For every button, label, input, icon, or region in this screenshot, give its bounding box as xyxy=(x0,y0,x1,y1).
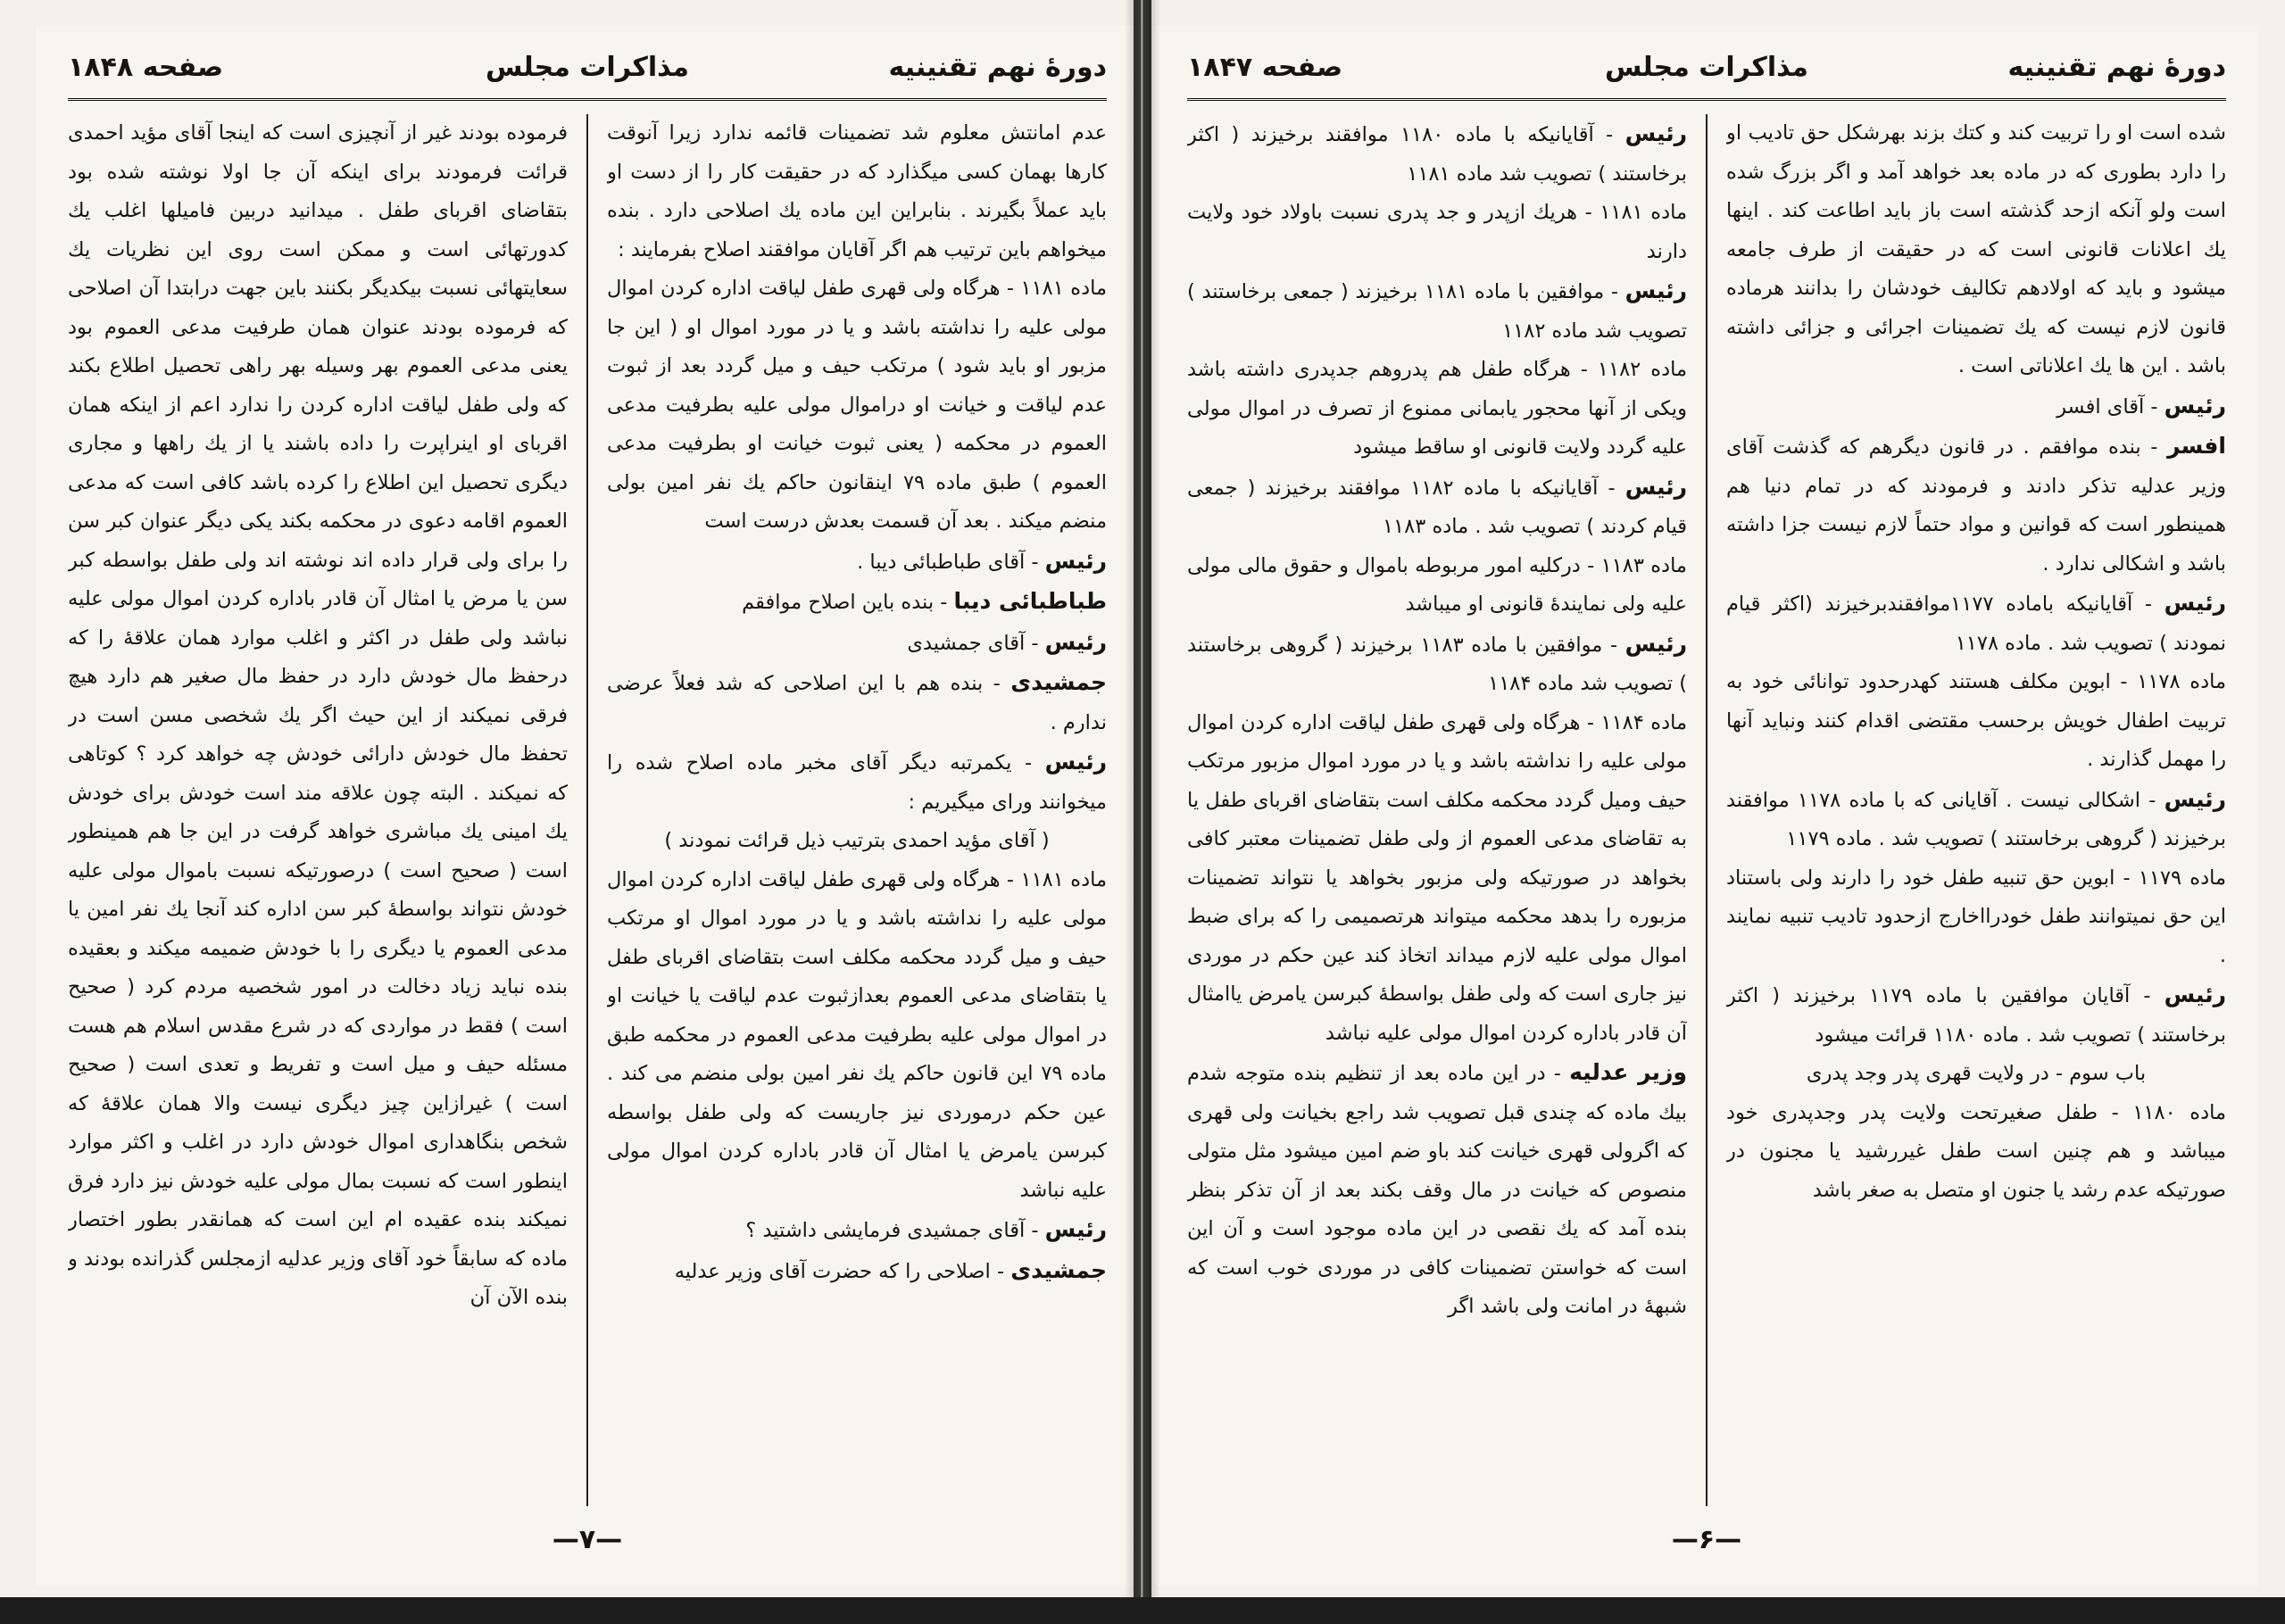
speaker-name: وزیر عدلیه xyxy=(1569,1059,1687,1085)
text-paragraph xyxy=(1187,194,1687,271)
speaker-paragraph xyxy=(607,1210,1107,1251)
paragraph-text: - موافقین با ماده ۱۱۸۱ برخیزند ( جمعی برخاستند ) تصویب شد ماده ۱۱۸۲ xyxy=(1187,280,1687,343)
paragraph-text: - آقای طباطبائی دیبا . xyxy=(857,550,1045,574)
column-divider xyxy=(1706,114,1708,1506)
paragraph-text: - بنده موافقم . در قانون دیگرهم که گذشت آقای وزیر عدلیه تذکر دادند و فرمودند که در تمام دنیا هم همینطور است که قوانین و مواد حتماً لازم نیست جزا داشته باشد و اشکالی ندارد . xyxy=(1726,435,2226,576)
page-right xyxy=(1155,25,2258,1587)
speaker-name: رئیس xyxy=(1624,473,1687,500)
paragraph-text: ماده ۱۱۸۱ - هرگاه ولی قهری طفل لیاقت اداره کردن اموال مولی علیه را نداشته باشد و یا در مورد اموال او مرتکب حیف و میل گردد محکمه مکلف است بتقاضای اقربای طفل یا بتقاضای مدعی العموم بعدازثبوت عدم لیاقت یا خیانت او در اموال مولی علیه بطرفیت مدعی العموم در محکمه طبق ماده ۷۹ این قانون حاکم یك نفر امین بولی منضم می کند . عین حکم درموردی نیز جاریست که ولی طفل بواسطه کبرسن یامرض یا امثال آن قادر باداره کردن اموال مولی علیه نباشد xyxy=(607,867,1107,1202)
text-paragraph xyxy=(1726,114,2226,386)
column-right xyxy=(607,114,1107,1506)
running-title: مذاکرات مجلس xyxy=(485,52,690,83)
speaker-name: رئیس xyxy=(1044,749,1107,775)
page-footer-number: —۶— xyxy=(1671,1524,1742,1555)
speaker-name: رئیس xyxy=(1044,1216,1107,1242)
page-footer-number: —۷— xyxy=(552,1524,623,1555)
paragraph-text: - در این ماده بعد از تنظیم بنده متوجه شدم بیك ماده که چندی قبل تصویب شد راجع بخیانت ولی قهری که اگرولی قهری خیانت کند باو ضم امین میشود مثل متولی منصوص که خیانت در مال وقف بکند بعد از آن تذکر بنظر بنده آمد که یك نقصی در این ماده موجود است و آن این است که خواستن تضمینات کافی در موردی خوب است که شبههٔ در امانت ولی باشد اگر xyxy=(1187,1062,1687,1318)
paragraph-text: ( آقای مؤید احمدی بترتیب ذیل قرائت نمودند ) xyxy=(664,829,1050,852)
text-paragraph xyxy=(1187,704,1687,1054)
speaker-paragraph xyxy=(607,663,1107,742)
text-paragraph xyxy=(1726,1094,2226,1211)
paragraph-text: ماده ۱۱۸۲ - هرگاه طفل هم پدروهم جدپدری داشته باشد ویکی از آنها محجور یابمانی ممنوع از تصرف در اموال مولی علیه گردد ولایت قانونی او ساقط میشود xyxy=(1187,358,1687,459)
page-bottom-edge xyxy=(0,1597,2285,1624)
speaker-name: رئیس xyxy=(1044,628,1107,655)
paragraph-text: عدم امانتش معلوم شد تضمینات قائمه ندارد زیرا آنوقت کارها بهمان کسی میگذارد که در حقیقت کار را از دست او باید عملاً بگیرند . بنابراین این ماده یك اصلاحی دارد . بنده میخواهم باین ترتیب هم اگر آقایان موافقند اصلاح بفرمایند : xyxy=(607,121,1107,261)
speaker-paragraph xyxy=(1187,1053,1687,1327)
paragraph-text: ماده ۱۱۸۴ - هرگاه ولی قهری طفل لیاقت اداره کردن اموال مولی علیه را نداشته باشد و یا در مورد اموال مزبور مرتکب حیف ومیل گردد محکمه مکلف است بتقاضای اقربای طفل یا به تقاضای مدعی العموم از ولی طفل تضمینات معتبر کافی بخواهد در صورتیکه ولی مزبور بخواهد یا نتواند تضمینات مزبوره را بدهد محکمه میتواند هرتصمیمی را که برای ضبط اموال مولی علیه لازم میداند اتخاذ کند عین حکم در موردی نیز جاری است که ولی طفل بواسطهٔ کبرسن یامرض یاامثال آن قادر باداره کردن اموال مولی علیه نباشد xyxy=(1187,710,1687,1045)
speaker-name: رئیس xyxy=(2164,590,2226,616)
speaker-name: رئیس xyxy=(1624,630,1687,657)
book-gutter xyxy=(1134,0,1151,1624)
paragraph-text: - آقای جمشیدی xyxy=(907,631,1045,655)
paragraph-text: ماده ۱۱۷۹ - ابوین حق تنبیه طفل خود را دارند ولی باستناد این حق نمیتوانند طفل خودرااخارج ازحدود تادیب تنبیه نمایند . xyxy=(1726,866,2226,967)
paragraph-text: - بنده هم با این اصلاحی که شد فعلاً عرضی ندارم . xyxy=(607,672,1107,734)
column-right xyxy=(1726,114,2226,1506)
paragraph-text: - موافقین با ماده ۱۱۸۳ برخیزند ( گروهی برخاستند ) تصویب شد ماده ۱۱۸۴ xyxy=(1187,633,1687,695)
speaker-name: افسر xyxy=(2167,433,2226,459)
speaker-name: رئیس xyxy=(2164,392,2226,418)
speaker-paragraph xyxy=(1726,427,2226,584)
column-left xyxy=(68,114,568,1506)
text-paragraph xyxy=(1726,859,2226,976)
speaker-paragraph xyxy=(1726,584,2226,663)
column-divider xyxy=(586,114,588,1506)
speaker-paragraph xyxy=(1187,271,1687,351)
paragraph-text: ماده ۱۱۷۸ - ابوین مکلف هستند کهدرحدود توانائی خود به تربیت اطفال خویش برحسب مقتضی اقدام کنند ونباید آنها را مهمل گذارند . xyxy=(1726,670,2226,771)
paragraph-text: - آقایانیکه باماده ۱۱۷۷موافقندبرخیزند (اکثر قیام نمودند ) تصویب شد . ماده ۱۱۷۸ xyxy=(1726,592,2226,655)
paragraph-text: باب سوم - در ولایت قهری پدر وجد پدری xyxy=(1806,1062,2147,1085)
page-number-label: صفحه ۱۸۴۷ xyxy=(1187,52,1343,83)
speaker-paragraph xyxy=(1726,975,2226,1055)
speaker-paragraph xyxy=(607,582,1107,623)
text-paragraph xyxy=(607,269,1107,542)
page-number-label: صفحه ۱۸۴۸ xyxy=(68,52,224,83)
paragraph-text: شده است او را تربیت کند و کتك بزند بهرشکل حق تادیب او را دارد بطوری که در ماده بعد خواهد آمد و اگر بزرگ شده است ولو آنکه ازحد گذشته است باز باید اطاعت کند . اینها یك اعلانات قانونی است که در حقیقت از طرف جامعه میشود و باید که اولادهم تکالیف خودشان را بدانند هرماده قانون لازم نیست که یك تضمینات اجرائی و جزائی داشته باشد . این ها یك اعلاناتی است . xyxy=(1726,121,2226,377)
paragraph-text: - آقای افسر xyxy=(2056,394,2165,418)
speaker-paragraph xyxy=(607,623,1107,664)
paragraph-text: - آقایان موافقین با ماده ۱۱۷۹ برخیزند ( اکثر برخاستند ) تصویب شد . ماده ۱۱۸۰ قرائت میشود xyxy=(1726,984,2226,1047)
speaker-name: طباطبائی دیبا xyxy=(953,588,1107,614)
volume-label: دورهٔ نهم تقنینیه xyxy=(2007,52,2226,83)
paragraph-text: - آقای جمشیدی فرمایشی داشتید ؟ xyxy=(745,1219,1045,1242)
text-paragraph xyxy=(68,114,568,1318)
speaker-paragraph xyxy=(607,742,1107,822)
speaker-name: جمشیدی xyxy=(1010,1256,1107,1283)
paragraph-text: ماده ۱۱۸۱ - هریك ازپدر و جد پدری نسبت باولاد خود ولایت دارند xyxy=(1187,201,1687,263)
speaker-paragraph xyxy=(1187,468,1687,547)
page-header xyxy=(68,45,1107,101)
speaker-paragraph xyxy=(1726,780,2226,859)
paragraph-text: - آقایانیکه با ماده ۱۱۸۰ موافقند برخیزند ( اکثر برخاستند ) تصویب شد ماده ۱۱۸۱ xyxy=(1187,123,1687,186)
text-paragraph xyxy=(1187,351,1687,468)
text-paragraph xyxy=(1726,663,2226,780)
column-left xyxy=(1187,114,1687,1506)
paragraph-text: - اصلاحی را که حضرت آقای وزیر عدلیه xyxy=(674,1259,1011,1283)
speaker-paragraph xyxy=(607,1251,1107,1292)
text-paragraph xyxy=(607,822,1107,861)
speaker-paragraph xyxy=(607,542,1107,583)
speaker-name: رئیس xyxy=(2164,785,2226,812)
paragraph-text: فرموده بودند غیر از آنچیزی است که اینجا آقای مؤید احمدی قرائت فرمودند برای اینکه آن جا اولا نوشته شده بود بتقاضای اقربای طفل . میدانید دربین فامیلها اغلب یك کدورتهائی است و ممکن است روی این نظریات یك سعایتهائی نسبت بیکدیگر بکنند باین جهت درابتدا آن اصلاحی که فرموده بودند عنوان همان طرفیت مدعی العموم بود یعنی مدعی العموم بهر وسیله بهر راهی تحصیل اطلاع بکند که ولی طفل لیاقت اداره کردن را ندارد اعم از اینکه همان اقربای او اینراپرت را داده باشند یا از یك راهها و مجاری دیگری تحصیل این اطلاع را کرده باشد کافی است که مدعی العموم اقامه دعوی در محکمه بکند یکی دیگر عنوان کبر سن را برای ولی قرار داده اند نوشته اند ولی طفل بواسطه کبر سن یا مرض یا امثال آن قادر باداره کردن اموال مولی علیه نباشد ولی طفل در اکثر و اغلب موارد همان علاقهٔ را که درحفظ مال خودش دارد در حفظ مال صغیر هم دارد هیچ فرقی نمیکند از این حیث اگر یك شخصی مسن است در تحفظ مال خودش دارائی خودش چه خواهد کرد ؟ کوتاهی که نمیکند . البته چون علاقه مند است خودش برای خودش یك امینی یك مباشری خواهد گرفت در این جا هم همینطور است ( صحیح است ) درصورتیکه نسبت باموال مولی علیه خودش نتواند بواسطهٔ کبر سن اداره کند آنجا یك نفر امین یا مدعی العموم یا دیگری را با خودش ضمیمه میکند و بعقیده بنده نباید زیاد دخالت در امور شخصیه مردم کرد ( صحیح است ) فقط در مواردی که در شرع مقدس اسلام هم هست مسئله حیف و میل است و تفریط و تعدی است ( صحیح است ) غیرازاین چیز دیگری نیست والا همان علاقهٔ که شخص بنگاهداری اموال خودش دارد در اغلب و اکثر موارد اینطور است که نسبت بمال مولی علیه خودش نیز دارد فرق نمیکند بنده عقیده ام این است که همانقدر بطور اختصار ماده که سابقاً خود آقای وزیر عدلیه ازمجلس گذرانده بودند و بنده الآن آن xyxy=(68,121,568,1309)
paragraph-text: - آقایانیکه با ماده ۱۱۸۲ موافقند برخیزند ( جمعی قیام کردند ) تصویب شد . ماده ۱۱۸۳ xyxy=(1187,476,1687,538)
text-paragraph xyxy=(607,114,1107,269)
text-paragraph xyxy=(1726,1055,2226,1094)
paragraph-text: ماده ۱۱۸۱ - هرگاه ولی قهری طفل لیاقت اداره کردن اموال مولی علیه را نداشته باشد و یا در مورد اموال او ( این جا مزبور او باید شود ) مرتکب حیف و میل گردد بعد از ثبوت عدم لیاقت و خیانت او دراموال مولی علیه بطرفیت مدعی العموم در محکمه ( یعنی ثبوت خیانت او بطرفیت مدعی العموم ) طبق ماده ۷۹ اینقانون حاکم یك نفر امین بولی منضم میکند . بعد آن قسمت بعدش درست است xyxy=(607,277,1107,533)
paragraph-text: - یکمرتبه دیگر آقای مخبر ماده اصلاح شده را میخوانند ورای میگیریم : xyxy=(607,751,1107,814)
speaker-name: رئیس xyxy=(1624,120,1687,146)
text-paragraph xyxy=(607,861,1107,1211)
text-columns xyxy=(1187,114,2226,1506)
paragraph-text: ماده ۱۱۸۰ - طفل صغیرتحت ولایت پدر وجدپدری خود میباشد و هم چنین است طفل غیررشید یا مجنون در صورتیکه عدم رشد یا جنون او متصل به صغر باشد xyxy=(1726,1100,2226,1202)
text-paragraph xyxy=(1187,547,1687,625)
paragraph-text: - بنده باین اصلاح موافقم xyxy=(742,591,954,614)
speaker-paragraph xyxy=(1187,625,1687,704)
speaker-name: رئیس xyxy=(1044,547,1107,574)
volume-label: دورهٔ نهم تقنینیه xyxy=(888,52,1107,83)
page-left xyxy=(36,25,1139,1587)
running-title: مذاکرات مجلس xyxy=(1604,52,1809,83)
speaker-name: جمشیدی xyxy=(1010,669,1107,695)
speaker-name: رئیس xyxy=(2164,982,2226,1007)
page-header xyxy=(1187,45,2226,101)
paragraph-text: ماده ۱۱۸۳ - درکلیه امور مربوطه باموال و حقوق مالی مولی علیه ولی نمایندهٔ قانونی او میباشد xyxy=(1187,553,1687,616)
speaker-name: رئیس xyxy=(1624,278,1687,303)
paragraph-text: - اشکالی نیست . آقایانی که با ماده ۱۱۷۸ موافقند برخیزند ( گروهی برخاستند ) تصویب شد . ماده ۱۱۷۹ xyxy=(1726,788,2226,850)
text-columns xyxy=(68,114,1107,1506)
speaker-paragraph xyxy=(1726,386,2226,427)
speaker-paragraph xyxy=(1187,114,1687,194)
